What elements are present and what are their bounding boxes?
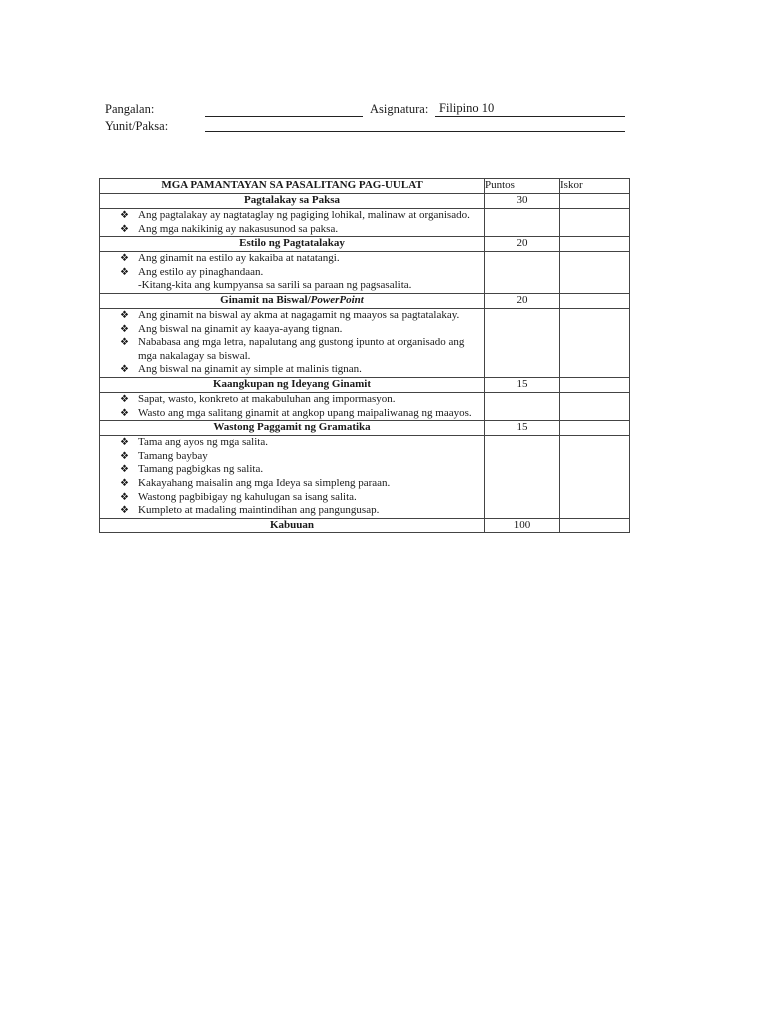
section-score-cell[interactable] — [560, 377, 630, 392]
subject-label: Asignatura: — [370, 102, 429, 116]
total-row — [100, 518, 630, 533]
total-label: Kabuuan — [100, 518, 485, 533]
section-title-row — [100, 237, 630, 252]
name-label: Pangalan: — [105, 102, 155, 116]
diamond-bullet-icon: ❖ — [120, 337, 129, 349]
criteria-list — [100, 209, 485, 237]
diamond-bullet-icon: ❖ — [120, 477, 129, 489]
points-blank-cell — [485, 308, 560, 377]
points-blank-cell — [485, 252, 560, 294]
diamond-bullet-icon: ❖ — [120, 323, 129, 335]
table-header-row — [100, 179, 630, 194]
criteria-item — [118, 463, 484, 477]
section-title-row — [100, 293, 630, 308]
criteria-text: Tamang baybay — [138, 449, 208, 462]
criteria-list — [100, 252, 485, 294]
section-title-text: Ginamit na Biswal/ — [220, 293, 311, 306]
criteria-text: Tamang pagbigkas ng salita. — [138, 463, 264, 476]
subject-field-line[interactable] — [435, 116, 625, 117]
criteria-text: Kakayahang maisalin ang mga Ideya sa simpleng paraan. — [138, 476, 391, 489]
criteria-text: Ang estilo ay pinaghandaan. — [138, 265, 264, 278]
score-blank-cell[interactable] — [560, 308, 630, 377]
section-score-cell[interactable] — [560, 194, 630, 209]
score-blank-cell[interactable] — [560, 252, 630, 294]
diamond-bullet-icon: ❖ — [120, 223, 129, 235]
diamond-bullet-icon: ❖ — [120, 505, 129, 517]
section-score-cell[interactable] — [560, 293, 630, 308]
criteria-item — [118, 252, 484, 266]
criteria-text: Wasto ang mga salitang ginamit at angkop upang maipaliwanag ng maayos. — [138, 406, 472, 419]
diamond-bullet-icon: ❖ — [120, 464, 129, 476]
total-score-cell[interactable] — [560, 518, 630, 533]
criteria-item — [118, 309, 484, 323]
score-blank-cell[interactable] — [560, 392, 630, 420]
diamond-bullet-icon: ❖ — [120, 437, 129, 449]
criteria-text: Tama ang ayos ng mga salita. — [138, 436, 268, 449]
rubric-body — [100, 194, 630, 533]
points-blank-cell — [485, 209, 560, 237]
section-points: 20 — [485, 293, 560, 308]
rubric-table — [99, 178, 630, 533]
diamond-bullet-icon: ❖ — [120, 210, 129, 221]
section-title-row — [100, 194, 630, 209]
criteria-item — [118, 450, 484, 464]
section-title-row — [100, 377, 630, 392]
criteria-list — [100, 308, 485, 377]
criteria-text: Sapat, wasto, konkreto at makabuluhan ang impormasyon. — [138, 392, 396, 405]
criteria-item — [118, 323, 484, 337]
section-points: 30 — [485, 194, 560, 209]
criteria-text: Ang ginamit na biswal ay akma at nagagamit ng maayos sa pagtatalakay. — [138, 308, 460, 321]
diamond-bullet-icon: ❖ — [120, 253, 129, 265]
section-items-row — [100, 392, 630, 420]
criteria-item — [118, 436, 484, 450]
diamond-bullet-icon: ❖ — [120, 450, 129, 462]
criteria-item — [118, 504, 484, 518]
criteria-list — [100, 392, 485, 420]
column-header-points: Puntos — [485, 179, 560, 194]
unit-label: Yunit/Paksa: — [105, 119, 169, 133]
total-points: 100 — [485, 518, 560, 533]
criteria-text: Ang mga nakikinig ay nakasusunod sa paksa. — [138, 222, 339, 235]
criteria-text: Ang biswal na ginamit ay kaaya-ayang tignan. — [138, 322, 343, 335]
section-points: 20 — [485, 237, 560, 252]
name-field-line[interactable] — [205, 116, 363, 117]
criteria-item — [118, 266, 484, 280]
section-title-italic: PowerPoint — [310, 293, 364, 306]
criteria-list — [100, 436, 485, 519]
section-title: Wastong Paggamit ng Gramatika — [100, 421, 485, 436]
diamond-bullet-icon: ❖ — [120, 393, 129, 405]
criteria-item — [118, 223, 484, 237]
section-title — [100, 293, 485, 308]
criteria-item — [118, 209, 484, 223]
criteria-item — [118, 336, 484, 363]
subject-value: Filipino 10 — [439, 101, 495, 115]
section-points: 15 — [485, 421, 560, 436]
criteria-text: Wastong pagbibigay ng kahulugan sa isang salita. — [138, 490, 357, 503]
criteria-item — [118, 393, 484, 407]
column-header-score: Iskor — [560, 179, 630, 194]
criteria-text: Ang biswal na ginamit ay simple at malinis tignan. — [138, 363, 362, 376]
diamond-bullet-icon: ❖ — [120, 491, 129, 503]
score-blank-cell[interactable] — [560, 436, 630, 519]
criteria-note: -Kitang-kita ang kumpyansa sa sarili sa paraan ng pagsasalita. — [138, 279, 412, 292]
criteria-item — [118, 363, 484, 377]
diamond-bullet-icon: ❖ — [120, 266, 129, 278]
unit-field-line[interactable] — [205, 131, 625, 132]
criteria-text: Nababasa ang mga letra, napalutang ang gustong ipunto at organisado ang mga nakalagay sa biswal. — [138, 336, 465, 362]
section-title: Estilo ng Pagtatalakay — [100, 237, 485, 252]
header-block — [105, 102, 630, 136]
diamond-bullet-icon: ❖ — [120, 364, 129, 376]
section-score-cell[interactable] — [560, 237, 630, 252]
section-items-row — [100, 308, 630, 377]
section-items-row — [100, 209, 630, 237]
section-items-row — [100, 252, 630, 294]
criteria-text: Ang ginamit na estilo ay kakaiba at natatangi. — [138, 252, 340, 265]
table-title: MGA PAMANTAYAN SA PASALITANG PAG-UULAT — [100, 179, 485, 194]
section-score-cell[interactable] — [560, 421, 630, 436]
score-blank-cell[interactable] — [560, 209, 630, 237]
criteria-item — [118, 407, 484, 421]
section-title: Kaangkupan ng Ideyang Ginamit — [100, 377, 485, 392]
diamond-bullet-icon: ❖ — [120, 309, 129, 321]
points-blank-cell — [485, 436, 560, 519]
diamond-bullet-icon: ❖ — [120, 407, 129, 419]
points-blank-cell — [485, 392, 560, 420]
section-items-row — [100, 436, 630, 519]
criteria-item — [118, 477, 484, 491]
criteria-text: Ang pagtalakay ay nagtataglay ng pagiging lohikal, malinaw at organisado. — [138, 209, 470, 221]
criteria-text: Kumpleto at madaling maintindihan ang pangungusap. — [138, 504, 380, 517]
section-title: Pagtalakay sa Paksa — [100, 194, 485, 209]
section-title-row — [100, 421, 630, 436]
section-points: 15 — [485, 377, 560, 392]
criteria-item — [118, 491, 484, 505]
